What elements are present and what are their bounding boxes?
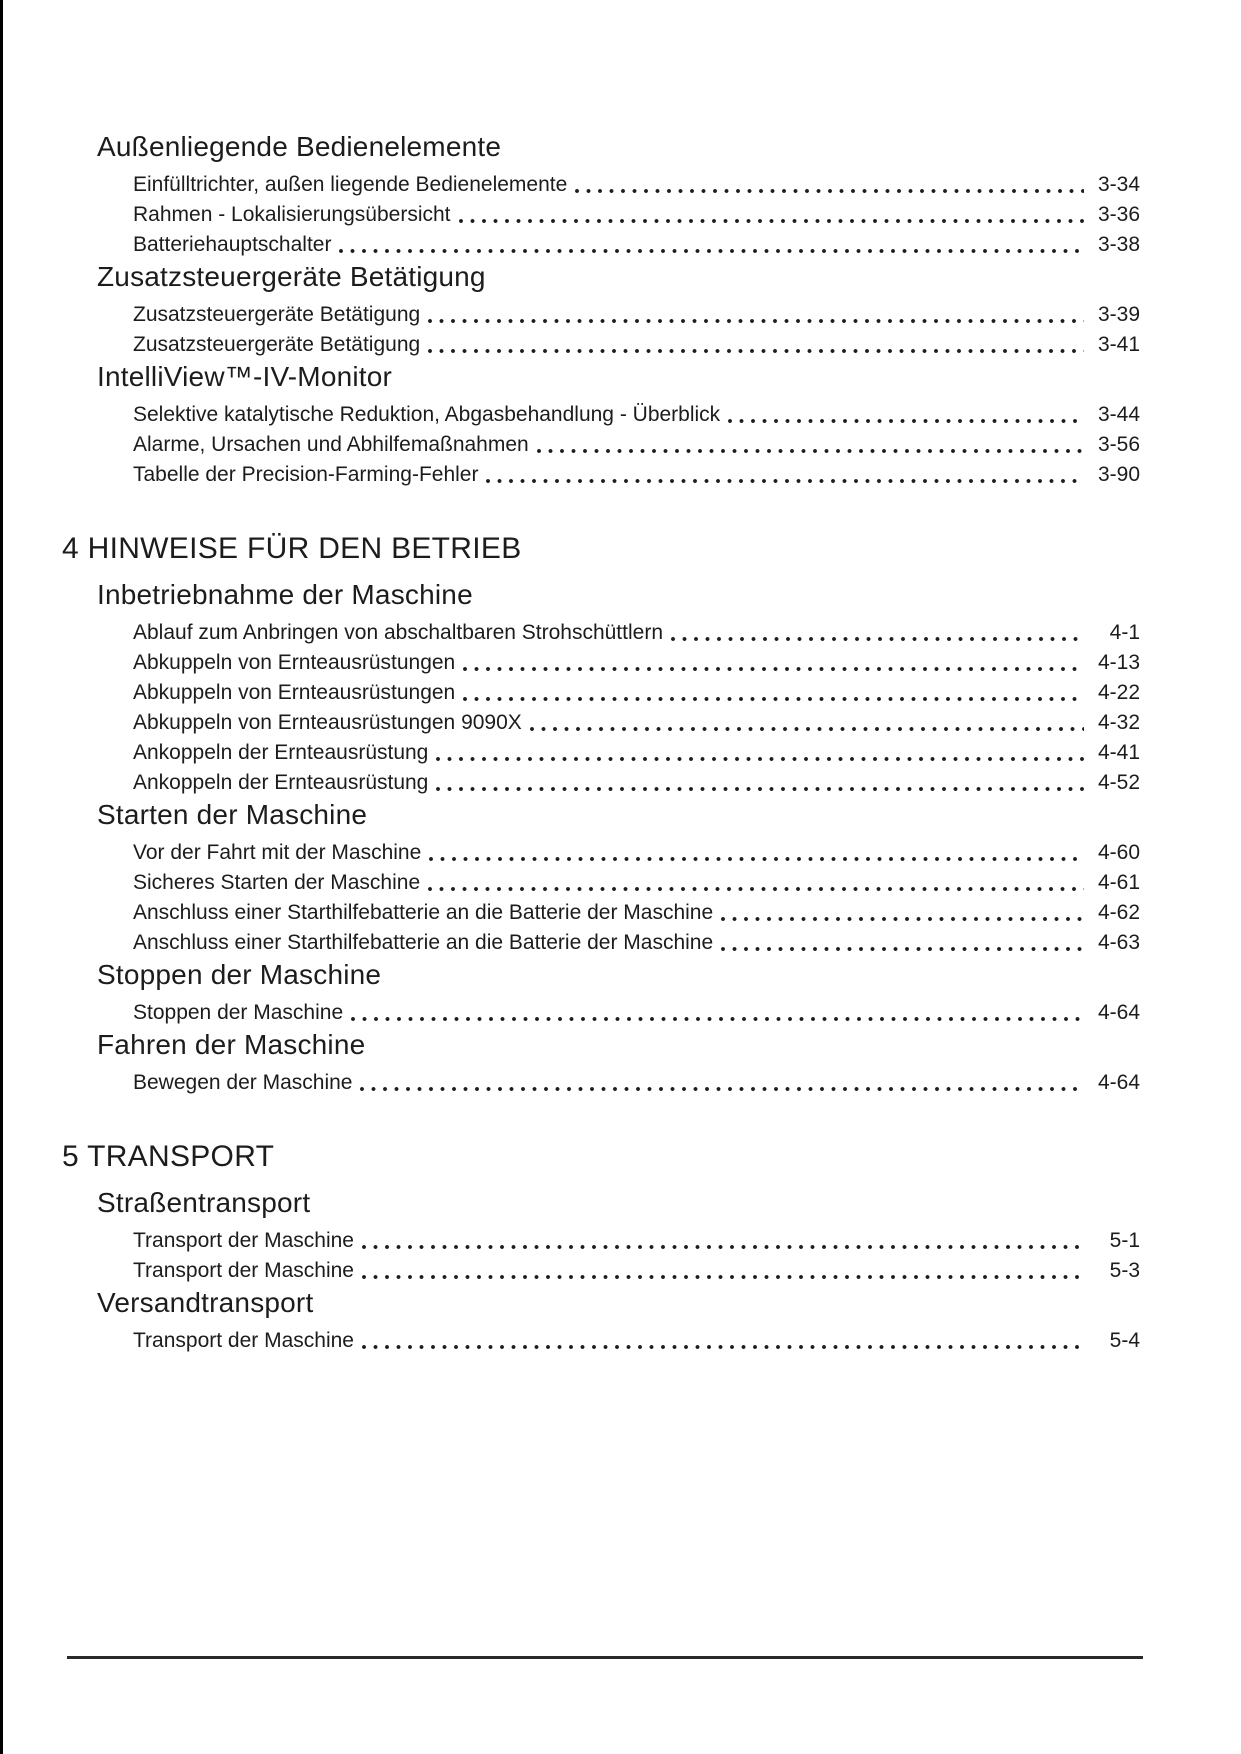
toc-entry bbox=[133, 678, 1140, 708]
toc-entry-page: 4-41 bbox=[1097, 741, 1140, 764]
toc-entry-label: Ankoppeln der Ernteausrüstung bbox=[133, 771, 429, 794]
toc-entry-page: 3-41 bbox=[1097, 333, 1140, 356]
entry-list bbox=[133, 170, 1140, 260]
toc-entry-label: Einfülltrichter, außen liegende Bedienelemente bbox=[133, 173, 568, 196]
section-title: Straßentransport bbox=[97, 1187, 311, 1218]
toc-entry bbox=[133, 1226, 1140, 1256]
toc-entry bbox=[133, 648, 1140, 678]
toc-entry bbox=[133, 928, 1140, 958]
toc-section bbox=[62, 1028, 1241, 1098]
toc-entry-label: Transport der Maschine bbox=[133, 1229, 354, 1252]
toc-entry-label: Ablauf zum Anbringen von abschaltbaren Strohschüttlern bbox=[133, 621, 663, 644]
toc-entry-label: Abkuppeln von Ernteausrüstungen bbox=[133, 651, 456, 674]
toc-section bbox=[62, 260, 1241, 360]
dot-leader-icon bbox=[436, 787, 1084, 791]
footer-rule bbox=[67, 1656, 1143, 1659]
section-title: Außenliegende Bedienelemente bbox=[97, 131, 502, 162]
toc-entry bbox=[133, 618, 1140, 648]
dot-leader-icon bbox=[728, 419, 1084, 423]
dot-leader-icon bbox=[428, 887, 1084, 891]
toc-entry-page: 4-60 bbox=[1097, 841, 1140, 864]
toc-entry-label: Zusatzsteuergeräte Betätigung bbox=[133, 303, 421, 326]
toc-entry-page: 3-39 bbox=[1097, 303, 1140, 326]
toc-entry-page: 4-22 bbox=[1097, 681, 1140, 704]
dot-leader-icon bbox=[463, 697, 1084, 701]
toc-section bbox=[62, 578, 1241, 798]
entry-list bbox=[133, 1068, 1140, 1098]
dot-leader-icon bbox=[351, 1017, 1084, 1021]
toc-entry-page: 5-3 bbox=[1109, 1259, 1140, 1282]
dot-leader-icon bbox=[721, 947, 1084, 951]
toc-entry bbox=[133, 768, 1140, 798]
entry-list bbox=[133, 1326, 1140, 1356]
toc-entry-page: 4-64 bbox=[1097, 1071, 1140, 1094]
toc-entry-page: 4-64 bbox=[1097, 1001, 1140, 1024]
entry-list bbox=[133, 300, 1140, 360]
toc-entry-page: 3-36 bbox=[1097, 203, 1140, 226]
dot-leader-icon bbox=[463, 667, 1084, 671]
chapter-title: 5 TRANSPORT bbox=[62, 1140, 275, 1173]
dot-leader-icon bbox=[575, 189, 1084, 193]
toc-entry bbox=[133, 868, 1140, 898]
dot-leader-icon bbox=[362, 1345, 1084, 1349]
dot-leader-icon bbox=[362, 1275, 1084, 1279]
toc-section bbox=[62, 130, 1241, 260]
toc-section bbox=[62, 1186, 1241, 1286]
dot-leader-icon bbox=[429, 857, 1084, 861]
dot-leader-icon bbox=[360, 1087, 1084, 1091]
dot-leader-icon bbox=[530, 727, 1084, 731]
toc-entry-label: Rahmen - Lokalisierungsübersicht bbox=[133, 203, 451, 226]
toc-entry bbox=[133, 170, 1140, 200]
entry-list bbox=[133, 998, 1140, 1028]
toc bbox=[62, 130, 1241, 1356]
section-title: Starten der Maschine bbox=[97, 799, 368, 830]
dot-leader-icon bbox=[721, 917, 1084, 921]
section-title: Inbetriebnahme der Maschine bbox=[97, 579, 473, 610]
toc-entry-label: Sicheres Starten der Maschine bbox=[133, 871, 421, 894]
toc-entry bbox=[133, 1068, 1140, 1098]
toc-entry-label: Anschluss einer Starthilfebatterie an die Batterie der Maschine bbox=[133, 901, 714, 924]
toc-entry-label: Tabelle der Precision-Farming-Fehler bbox=[133, 463, 479, 486]
toc-entry-page: 3-90 bbox=[1097, 463, 1140, 486]
toc-entry bbox=[133, 200, 1140, 230]
toc-entry-page: 3-56 bbox=[1097, 433, 1140, 456]
toc-section bbox=[62, 958, 1241, 1028]
toc-entry bbox=[133, 400, 1140, 430]
entry-list bbox=[133, 838, 1140, 958]
toc-entry-label: Zusatzsteuergeräte Betätigung bbox=[133, 333, 421, 356]
toc-entry-page: 4-32 bbox=[1097, 711, 1140, 734]
section-title: Zusatzsteuergeräte Betätigung bbox=[97, 261, 486, 292]
toc-entry-page: 4-62 bbox=[1097, 901, 1140, 924]
toc-entry-label: Abkuppeln von Ernteausrüstungen bbox=[133, 681, 456, 704]
toc-entry bbox=[133, 738, 1140, 768]
dot-leader-icon bbox=[459, 219, 1085, 223]
dot-leader-icon bbox=[428, 349, 1084, 353]
toc-entry bbox=[133, 230, 1140, 260]
toc-entry-label: Transport der Maschine bbox=[133, 1329, 354, 1352]
toc-entry-page: 5-4 bbox=[1109, 1329, 1140, 1352]
dot-leader-icon bbox=[428, 319, 1084, 323]
toc-section bbox=[62, 360, 1241, 490]
toc-entry-label: Batteriehauptschalter bbox=[133, 233, 332, 256]
dot-leader-icon bbox=[436, 757, 1084, 761]
toc-section bbox=[62, 798, 1241, 958]
toc-entry-page: 3-44 bbox=[1097, 403, 1140, 426]
entry-list bbox=[133, 618, 1140, 798]
toc-entry-label: Transport der Maschine bbox=[133, 1259, 354, 1282]
dot-leader-icon bbox=[537, 449, 1084, 453]
toc-section bbox=[62, 1286, 1241, 1356]
toc-entry-label: Anschluss einer Starthilfebatterie an die Batterie der Maschine bbox=[133, 931, 714, 954]
toc-entry-label: Abkuppeln von Ernteausrüstungen 9090X bbox=[133, 711, 522, 734]
toc-entry-page: 4-61 bbox=[1097, 871, 1140, 894]
toc-entry-label: Selektive katalytische Reduktion, Abgasbehandlung - Überblick bbox=[133, 403, 721, 426]
entry-list bbox=[133, 400, 1140, 490]
dot-leader-icon bbox=[362, 1245, 1084, 1249]
dot-leader-icon bbox=[486, 479, 1084, 483]
entry-list bbox=[133, 1226, 1140, 1286]
toc-entry-page: 4-63 bbox=[1097, 931, 1140, 954]
toc-entry-page: 4-52 bbox=[1097, 771, 1140, 794]
toc-entry bbox=[133, 330, 1140, 360]
toc-entry-page: 4-13 bbox=[1097, 651, 1140, 674]
toc-entry-label: Bewegen der Maschine bbox=[133, 1071, 353, 1094]
toc-entry-page: 4-1 bbox=[1109, 621, 1140, 644]
toc-entry-label: Vor der Fahrt mit der Maschine bbox=[133, 841, 422, 864]
chapter-title: 4 HINWEISE FÜR DEN BETRIEB bbox=[62, 532, 522, 565]
toc-entry-page: 3-38 bbox=[1097, 233, 1140, 256]
section-title: IntelliView™-IV-Monitor bbox=[97, 361, 393, 392]
toc-entry bbox=[133, 300, 1140, 330]
section-title: Fahren der Maschine bbox=[97, 1029, 366, 1060]
toc-entry bbox=[133, 1326, 1140, 1356]
toc-entry-label: Alarme, Ursachen und Abhilfemaßnahmen bbox=[133, 433, 529, 456]
toc-entry bbox=[133, 998, 1140, 1028]
toc-entry bbox=[133, 430, 1140, 460]
toc-entry-label: Ankoppeln der Ernteausrüstung bbox=[133, 741, 429, 764]
toc-entry-label: Stoppen der Maschine bbox=[133, 1001, 344, 1024]
dot-leader-icon bbox=[671, 637, 1084, 641]
section-title: Versandtransport bbox=[97, 1287, 314, 1318]
toc-entry bbox=[133, 708, 1140, 738]
toc-entry bbox=[133, 1256, 1140, 1286]
section-title: Stoppen der Maschine bbox=[97, 959, 382, 990]
toc-entry bbox=[133, 838, 1140, 868]
toc-entry-page: 3-34 bbox=[1097, 173, 1140, 196]
toc-entry bbox=[133, 460, 1140, 490]
toc-entry-page: 5-1 bbox=[1109, 1229, 1140, 1252]
toc-entry bbox=[133, 898, 1140, 928]
dot-leader-icon bbox=[339, 249, 1084, 253]
